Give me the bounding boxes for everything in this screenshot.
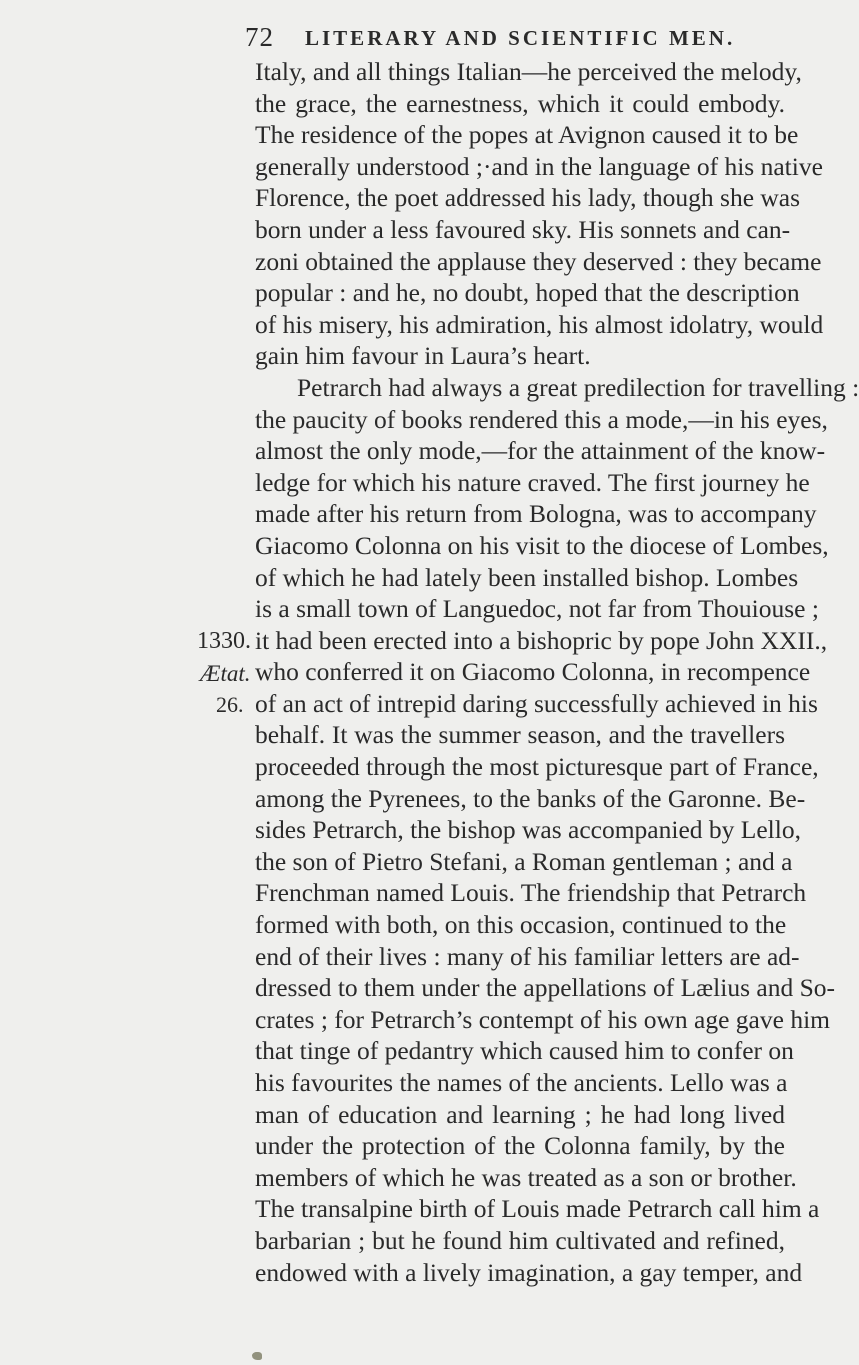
text-line: his favourites the names of the ancients. Lello was a bbox=[255, 1068, 788, 1097]
text-line: gain him favour in Laura’s heart. bbox=[255, 341, 591, 371]
margin-note-aetat: Ætat. bbox=[200, 660, 251, 686]
text-line: of his misery, his admiration, his almost idolatry, would bbox=[255, 309, 824, 339]
body-text bbox=[255, 56, 859, 1288]
text-line: it had been erected into a bishopric by pope John XXII., bbox=[255, 625, 828, 655]
running-head: LITERARY AND SCIENTIFIC MEN. bbox=[305, 26, 736, 50]
text-line: proceeded through the most picturesque part of France, bbox=[255, 752, 819, 782]
text-line: the paucity of books rendered this a mode,—in his eyes, bbox=[255, 404, 828, 434]
text-line: under the protection of the Colonna family, by the bbox=[255, 1131, 785, 1161]
text-line: sides Petrarch, the bishop was accompanied by Lello, bbox=[255, 815, 801, 845]
text-line: end of their lives : many of his familiar letters are ad- bbox=[255, 941, 800, 971]
text-line: born under a less favoured sky. His sonnets and can- bbox=[255, 214, 791, 244]
text-line: popular : and he, no doubt, hoped that the description bbox=[255, 278, 800, 308]
text-line: zoni obtained the applause they deserved : they became bbox=[255, 246, 822, 276]
text-line: members of which he was treated as a son or brother. bbox=[255, 1162, 797, 1192]
text-line: who conferred it on Giacomo Colonna, in recompence bbox=[255, 657, 811, 687]
page-number: 72 bbox=[245, 22, 274, 52]
ink-blot bbox=[252, 1352, 262, 1360]
text-line: Italy, and all things Italian—he perceived the melody, bbox=[255, 57, 802, 86]
text-line: almost the only mode,—for the attainment of the know- bbox=[255, 436, 826, 466]
text-line: of which he had lately been installed bishop. Lombes bbox=[255, 562, 799, 592]
text-line: Petrarch had always a great predilection for travelling : bbox=[297, 372, 859, 402]
text-line: generally understood ;·and in the language of his native bbox=[255, 151, 823, 181]
text-line: barbarian ; but he found him cultivated and refined, bbox=[255, 1225, 785, 1255]
text-line: The residence of the popes at Avignon caused it to be bbox=[255, 120, 799, 150]
text-line: made after his return from Bologna, was to accompany bbox=[255, 499, 817, 529]
text-line: behalf. It was the summer season, and the travellers bbox=[255, 720, 785, 750]
margin-note-year: 1330. bbox=[197, 628, 251, 654]
text-line: ledge for which his nature craved. The first journey he bbox=[255, 467, 810, 497]
text-line: that tinge of pedantry which caused him to confer on bbox=[255, 1036, 794, 1066]
text-line: Frenchman named Louis. The friendship that Petrarch bbox=[255, 878, 807, 908]
text-line: endowed with a lively imagination, a gay temper, and bbox=[255, 1257, 803, 1287]
text-line: crates ; for Petrarch’s contempt of his own age gave him bbox=[255, 1004, 830, 1034]
text-line: is a small town of Languedoc, not far from Thouiouse ; bbox=[255, 594, 819, 624]
text-line: dressed to them under the appellations of Lælius and So- bbox=[255, 973, 836, 1003]
text-line: The transalpine birth of Louis made Petrarch call him a bbox=[255, 1194, 820, 1224]
margin-note-age: 26. bbox=[216, 692, 244, 718]
text-line: formed with both, on this occasion, continued to the bbox=[255, 910, 787, 940]
text-line: of an act of intrepid daring successfully achieved in his bbox=[255, 688, 818, 718]
text-line: Giacomo Colonna on his visit to the diocese of Lombes, bbox=[255, 530, 829, 560]
text-line: man of education and learning ; he had long lived bbox=[255, 1099, 785, 1129]
text-line: the grace, the earnestness, which it could embody. bbox=[255, 88, 785, 118]
margin-notes bbox=[198, 626, 256, 721]
text-line: Florence, the poet addressed his lady, though she was bbox=[255, 183, 801, 213]
text-line: among the Pyrenees, to the banks of the Garonne. Be- bbox=[255, 783, 806, 813]
text-line: the son of Pietro Stefani, a Roman gentleman ; and a bbox=[255, 846, 793, 876]
